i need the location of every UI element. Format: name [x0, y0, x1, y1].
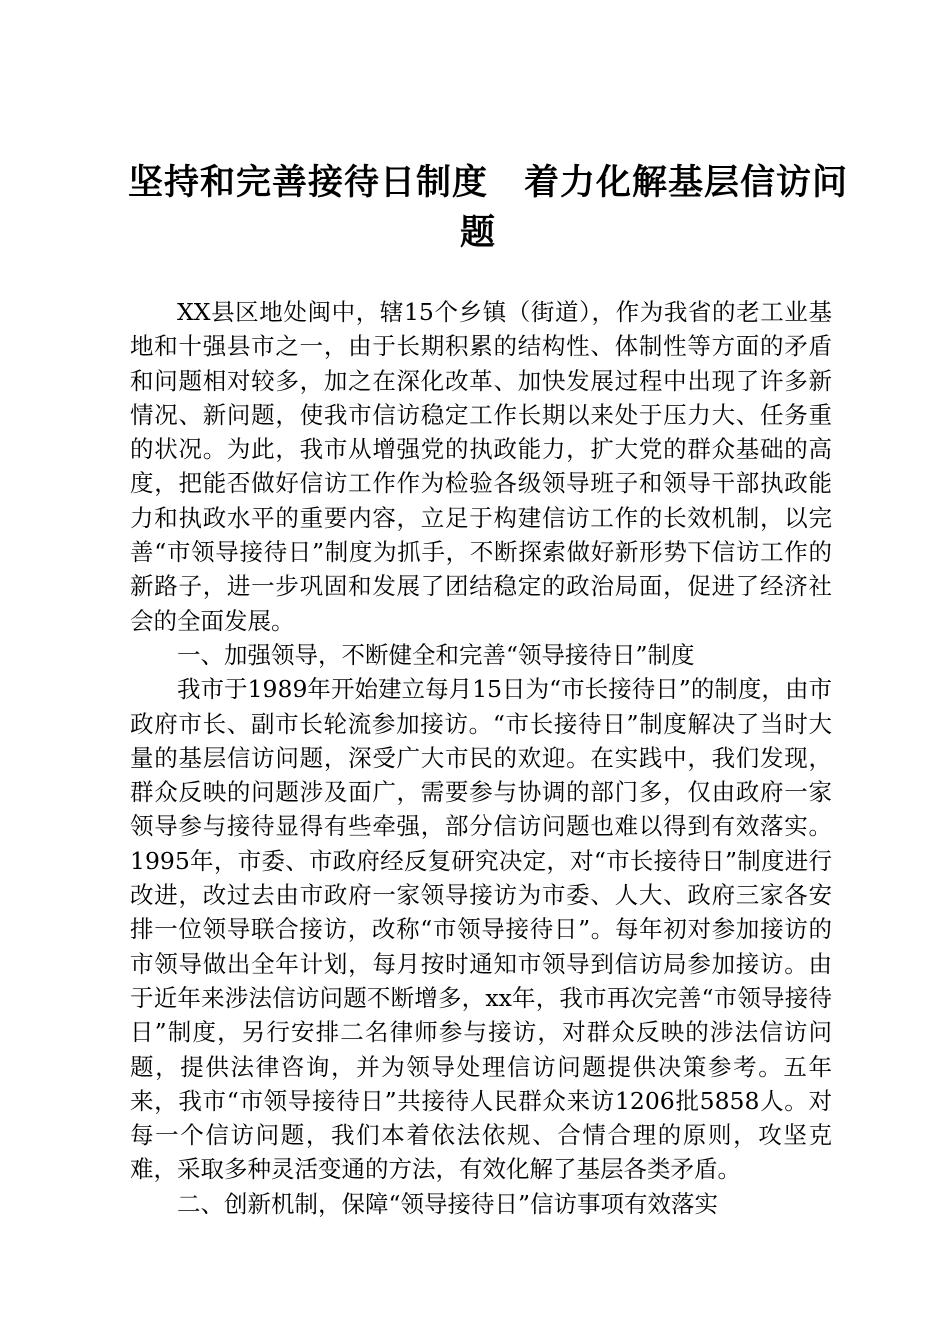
document-title [128, 158, 849, 258]
title-line-2: 题 [459, 212, 496, 253]
section-heading-2: 二、创新机制，保障“领导接待日”信访事项有效落实 [177, 1189, 719, 1218]
title-line-1: 坚持和完善接待日制度 着力化解基层信访问 [128, 162, 849, 203]
document-body [130, 295, 832, 1221]
section-1-paragraph: 我市于1989年开始建立每月15日为“市长接待日”的制度，由市政府市长、副市长轮流参加接访。“市长接待日”制度解决了当时大量的基层信访问题，深受广大市民的欢迎。在实践中，我们发现，群众反映的问题涉及面广，需要参与协调的部门多，仅由政府一家领导参与接待显得有些牵强，部分信访问题也难以得到有效落实。1995年，市委、市政府经反复研究决定，对“市长接待日”制度进行改进，改过去由市政府一家领导接访为市委、人大、政府三家各安排一位领导联合接访，改称“市领导接待日”。每年初对参加接访的市领导做出全年计划，每月按时通知市领导到信访局参加接访。由于近年来涉法信访问题不断增多，xx年，我市再次完善“市领导接待日”制度，另行安排二名律师参与接访，对群众反映的涉法信访问题，提供法律咨询，并为领导处理信访问题提供决策参考。五年来，我市“市领导接待日”共接待人民群众来访1206批5858人。对每一个信访问题，我们本着依法依规、合情合理的原则，攻坚克难，采取多种灵活变通的方法，有效化解了基层各类矛盾。 [130, 675, 832, 1184]
intro-paragraph: XX县区地处闽中，辖15个乡镇（街道），作为我省的老工业基地和十强县市之一，由于长期积累的结构性、体制性等方面的矛盾和问题相对较多，加之在深化改革、加快发展过程中出现了许多新情况、新问题，使我市信访稳定工作长期以来处于压力大、任务重的状况。为此，我市从增强党的执政能力，扩大党的群众基础的高度，把能否做好信访工作作为检验各级领导班子和领导干部执政能力和执政水平的重要内容，立足于构建信访工作的长效机制，以完善“市领导接待日”制度为抓手，不断探索做好新形势下信访工作的新路子，进一步巩固和发展了团结稳定的政治局面，促进了经济社会的全面发展。 [130, 298, 832, 635]
section-heading-1: 一、加强领导，不断健全和完善“领导接待日”制度 [177, 640, 695, 669]
